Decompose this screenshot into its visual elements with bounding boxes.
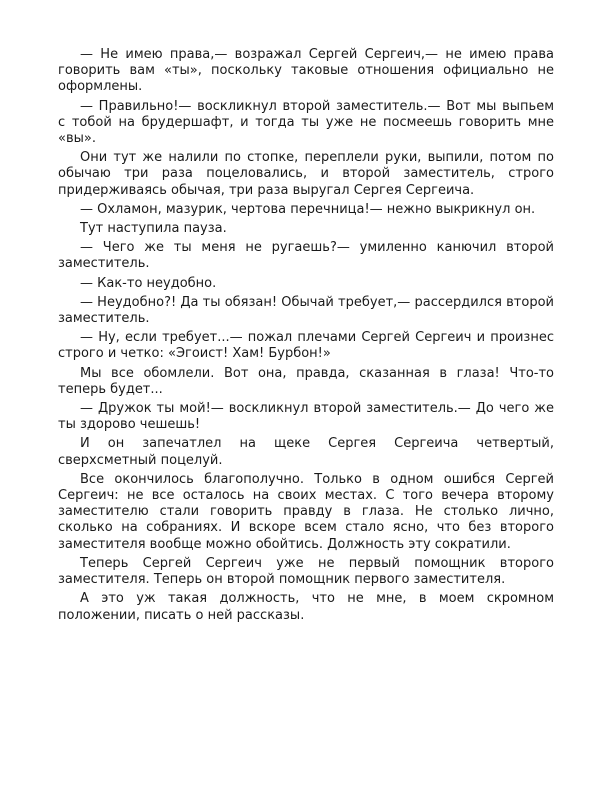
paragraph: — Ну, если требует...— пожал плечами Сергей Сергеич и произнес строго и четко: «Эгоист! Хам! Бурбон!» [58, 330, 554, 362]
paragraph: И он запечатлел на щеке Сергея Сергеича четвертый, сверхсметный поцелуй. [58, 436, 554, 468]
paragraph: Мы все обомлели. Вот она, правда, сказанная в глаза! Что-то теперь будет... [58, 365, 554, 397]
paragraph: — Чего же ты меня не ругаешь?— умиленно канючил второй заместитель. [58, 240, 554, 272]
paragraph: — Не имею права,— возражал Сергей Сергеич,— не имею права говорить вам «ты», поскольку таковые отношения официально не оформлены. [58, 47, 554, 95]
paragraph: Тут наступила пауза. [80, 221, 227, 237]
paragraph: Все окончилось благополучно. Только в одном ошибся Сергей Сергеич: не все осталось на своих местах. С того вечера второму заместителю стали говорить правду в глаза. Не столько лично, сколько на собраниях. И вскоре всем стало ясно, что без второго заместителя вообще можно обойтись. Должность эту сократили. [58, 471, 554, 552]
paragraph: Они тут же налили по стопке, переплели руки, выпили, потом по обычаю три раза поцеловались, и второй заместитель, строго придерживаясь обычая, три раза выругал Сергея Сергеича. [58, 150, 554, 198]
paragraph: — Правильно!— воскликнул второй заместитель.— Вот мы выпьем с тобой на брудершафт, и тогда ты уже не посмеешь говорить мне «вы». [58, 98, 554, 147]
paragraph: Теперь Сергей Сергеич уже не первый помощник второго заместителя. Теперь он второй помощник первого заместителя. [58, 555, 554, 588]
paragraph: — Неудобно?! Да ты обязан! Обычай требует,— рассердился второй заместитель. [58, 294, 554, 327]
paragraph: А это уж такая должность, что не мне, в моем скромном положении, писать о ней рассказы. [58, 591, 554, 623]
paragraph: — Дружок ты мой!— воскликнул второй заместитель.— До чего же ты здорово чешешь! [58, 401, 554, 433]
paragraph: — Как-то неудобно. [80, 275, 217, 291]
page-text-block [58, 47, 554, 627]
paragraph: — Охламон, мазурик, чертова перечница!— нежно выкрикнул он. [80, 201, 536, 217]
